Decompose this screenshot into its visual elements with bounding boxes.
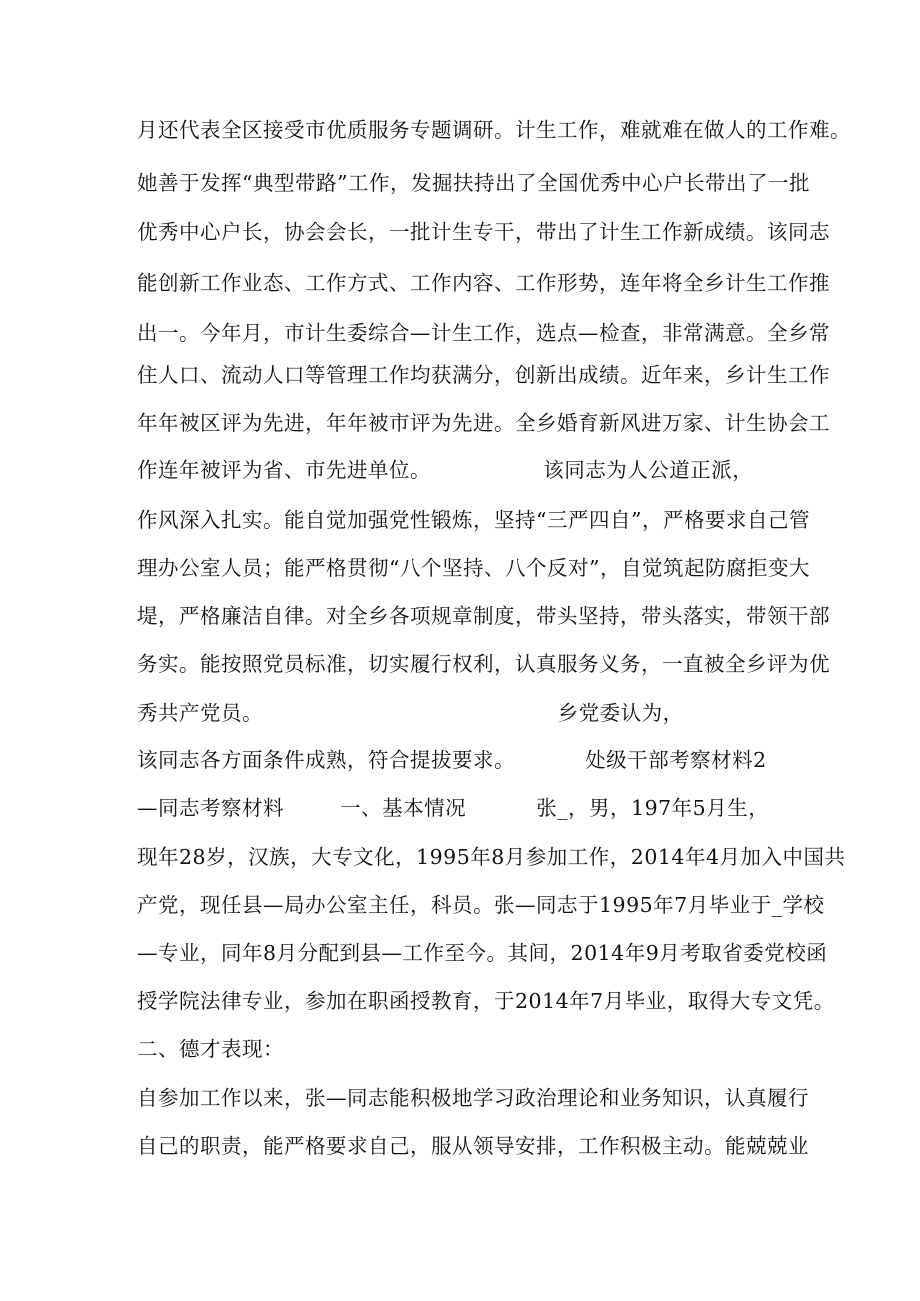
text-line: —同志考察材料 一、基本情况 张_，男，197年5月生， — [137, 796, 770, 820]
text-line: 堤，严格廉洁自律。对全乡各项规章制度，带头坚持，带头落实，带领干部 — [137, 604, 830, 628]
text-line: 授学院法律专业，参加在职函授教育，于2014年7月毕业，取得大专文凭。 — [137, 989, 835, 1013]
text-line: 住人口、流动人口等管理工作均获满分，创新出成绩。近年来，乡计生工作 — [137, 363, 830, 387]
text-line: 理办公室人员；能严格贯彻“八个坚持、八个反对”，自觉筑起防腐拒变大 — [137, 556, 810, 580]
text-line: 她善于发挥“典型带路”工作，发掘扶持出了全国优秀中心户长带出了一批 — [137, 171, 810, 195]
section-heading: 二、德才表现： — [137, 1037, 284, 1061]
text-line: 月还代表全区接受市优质服务专题调研。计生工作，难就难在做人的工作难。 — [137, 118, 851, 142]
text-line: 作连年被评为省、市先进单位。 该同志为人公道正派， — [137, 458, 754, 482]
text-line: 产党，现任县—局办公室主任，科员。张—同志于1995年7月毕业于_学校 — [137, 893, 825, 917]
text-line: 出一。今年月，市计生委综合—计生工作，选点—检查，非常满意。全乡常 — [137, 321, 830, 345]
text-line: 自参加工作以来，张—同志能积极地学习政治理论和业务知识，认真履行 — [137, 1086, 809, 1110]
text-line: 作风深入扎实。能自觉加强党性锻炼，坚持“三严四自”，严格要求自己管 — [137, 508, 810, 532]
text-line: —专业，同年8月分配到县—工作至今。其间，2014年9月考取省委党校函 — [137, 941, 828, 965]
text-line: 能创新工作业态、工作方式、工作内容、工作形势，连年将全乡计生工作推 — [137, 271, 830, 295]
text-line: 秀共产党员。 乡党委认为， — [137, 701, 684, 725]
text-line: 务实。能按照党员标准，切实履行权利，认真服务义务，一直被全乡评为优 — [137, 652, 830, 676]
text-line: 现年28岁，汉族，大专文化，1995年8月参加工作，2014年4月加入中国共 — [137, 845, 846, 869]
text-line: 该同志各方面条件成熟，符合提拔要求。 处级干部考察材料2 — [137, 748, 767, 772]
text-line: 自己的职责，能严格要求自己，服从领导安排，工作积极主动。能兢兢业 — [137, 1134, 809, 1158]
text-line: 优秀中心户长，协会会长，一批计生专干，带出了计生工作新成绩。该同志 — [137, 220, 830, 244]
text-line: 年年被区评为先进，年年被市评为先进。全乡婚育新风进万家、计生协会工 — [137, 411, 830, 435]
